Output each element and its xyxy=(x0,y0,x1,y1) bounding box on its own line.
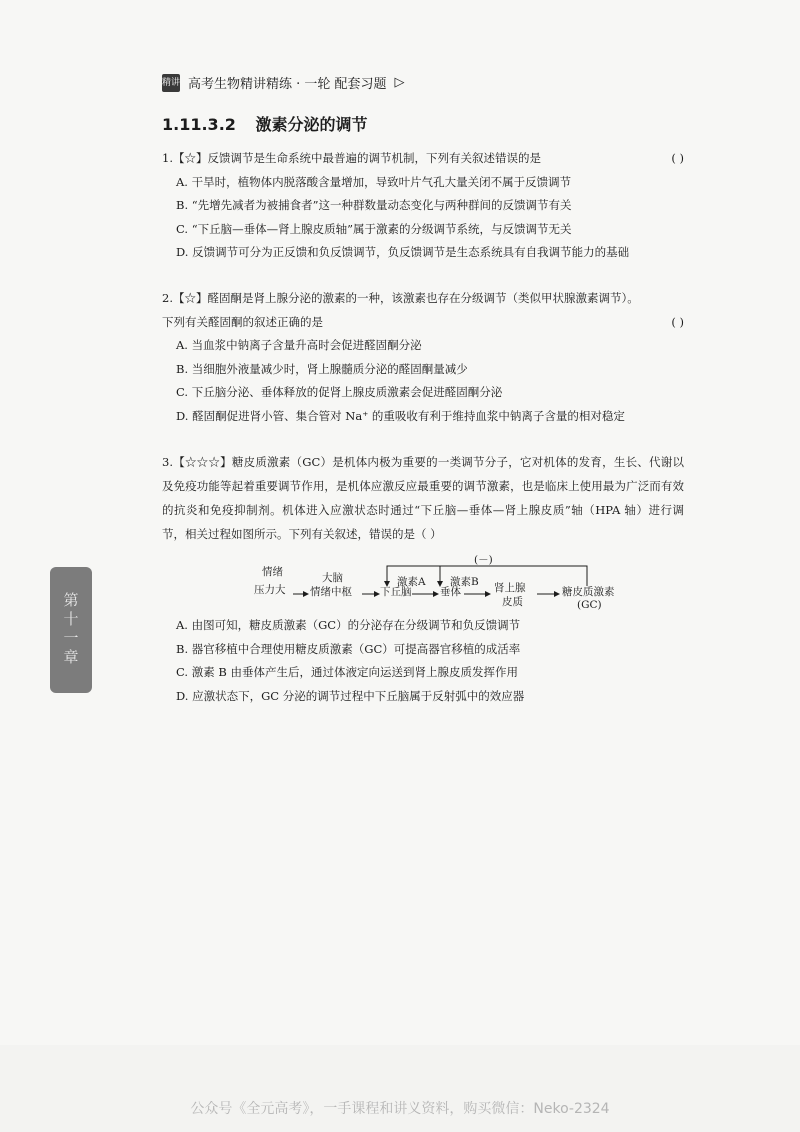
label-cortex: 皮质 xyxy=(502,596,523,608)
question-text: 2.【☆】醛固酮是肾上腺分泌的激素的一种，该激素也存在分级调节（类似甲状腺激素调节）。 xyxy=(162,291,639,305)
label-pituitary: 垂体 xyxy=(440,586,461,598)
option-d: D. 醛固酮促进肾小管、集合管对 Na⁺ 的重吸收有利于维持血浆中钠离子含量的相对稳定 xyxy=(176,408,625,423)
label-glucocorticoid: 糖皮质激素 xyxy=(562,586,615,598)
label-negative-feedback: (－) xyxy=(474,554,493,566)
label-gc: (GC) xyxy=(577,599,602,611)
option-c: C. 下丘脑分泌、垂体释放的促肾上腺皮质激素会促进醛固酮分泌 xyxy=(176,385,503,399)
label-emotion: 情绪 xyxy=(262,566,283,578)
answer-blank: ( ) xyxy=(671,151,684,165)
question-1 xyxy=(162,147,690,265)
option-b: B. 当细胞外液量减少时，肾上腺髓质分泌的醛固酮量减少 xyxy=(176,361,468,376)
book-logo-icon: 精讲 xyxy=(162,74,180,92)
header-title: 高考生物精讲精练 · 一轮 配套习题 xyxy=(188,77,387,92)
question-2 xyxy=(162,287,690,428)
option-b: B. “先增先减者为被捕食者”这一种群数量动态变化与两种群间的反馈调节有关 xyxy=(176,198,572,212)
question-3 xyxy=(162,450,690,708)
label-stress: 压力大 xyxy=(254,584,286,596)
section-title: 激素分泌的调节 xyxy=(255,115,368,134)
play-icon: ▷ xyxy=(394,75,405,90)
hpa-axis-diagram xyxy=(252,554,672,611)
page-header xyxy=(162,73,405,92)
label-adrenal: 肾上腺 xyxy=(494,582,526,594)
question-text: 1.【☆】反馈调节是生命系统中最普遍的调节机制，下列有关叙述错误的是 xyxy=(162,151,541,165)
question-stem xyxy=(162,147,690,171)
option-d: D. 反馈调节可分为正反馈和负反馈调节，负反馈调节是生态系统具有自我调节能力的基础 xyxy=(176,245,630,259)
option-a: A. 由图可知，糖皮质激素（GC）的分泌存在分级调节和负反馈调节 xyxy=(176,618,521,632)
label-hormone-a: 激素A xyxy=(397,576,426,588)
label-emotion-center: 情绪中枢 xyxy=(310,586,352,598)
option-a: A. 干旱时，植物体内脱落酸含量增加，导致叶片气孔大量关闭不属于反馈调节 xyxy=(176,174,572,189)
question-text: 3.【☆☆☆】糖皮质激素（GC）是机体内极为重要的一类调节分子，它对机体的发育，生长、代谢以及免疫功能等起着重要调节作用，是机体应激反应最重要的调节激素，也是临床上使用最为广泛而有效的抗炎和免疫抑制剂。机体进入应激状态时通过“下丘脑—垂体—肾上腺皮质”轴（HPA 轴）进行调节，相关过程如图所示。下列有关叙述，错误的是（ ） xyxy=(162,455,684,541)
chapter-side-tab xyxy=(50,567,92,693)
option-b: B. 器官移植中合理使用糖皮质激素（GC）可提高器官移植的成活率 xyxy=(176,641,521,656)
section-number: 1.11.3.2 xyxy=(162,115,236,134)
option-c: C. “下丘脑—垂体—肾上腺皮质轴”属于激素的分级调节系统，与反馈调节无关 xyxy=(176,221,572,236)
option-d: D. 应激状态下，GC 分泌的调节过程中下丘脑属于反射弧中的效应器 xyxy=(176,688,525,703)
question-text-line2: 下列有关醛固酮的叙述正确的是 xyxy=(162,314,323,329)
label-hormone-b: 激素B xyxy=(450,576,479,588)
option-c: C. 激素 B 由垂体产生后，通过体液定向运送到肾上腺皮质发挥作用 xyxy=(176,665,518,679)
chapter-label: 第十一章 xyxy=(61,592,80,668)
label-hypothalamus: 下丘脑 xyxy=(380,586,412,598)
question-stem xyxy=(162,311,690,335)
section-heading xyxy=(162,112,368,135)
option-a: A. 当血浆中钠离子含量升高时会促进醛固酮分泌 xyxy=(176,338,422,352)
footer-note: 公众号《全元高考》，一手课程和讲义资料，购买微信：Neko-2324 xyxy=(190,1101,610,1117)
answer-blank: ( ) xyxy=(671,314,684,329)
label-brain: 大脑 xyxy=(322,572,343,584)
